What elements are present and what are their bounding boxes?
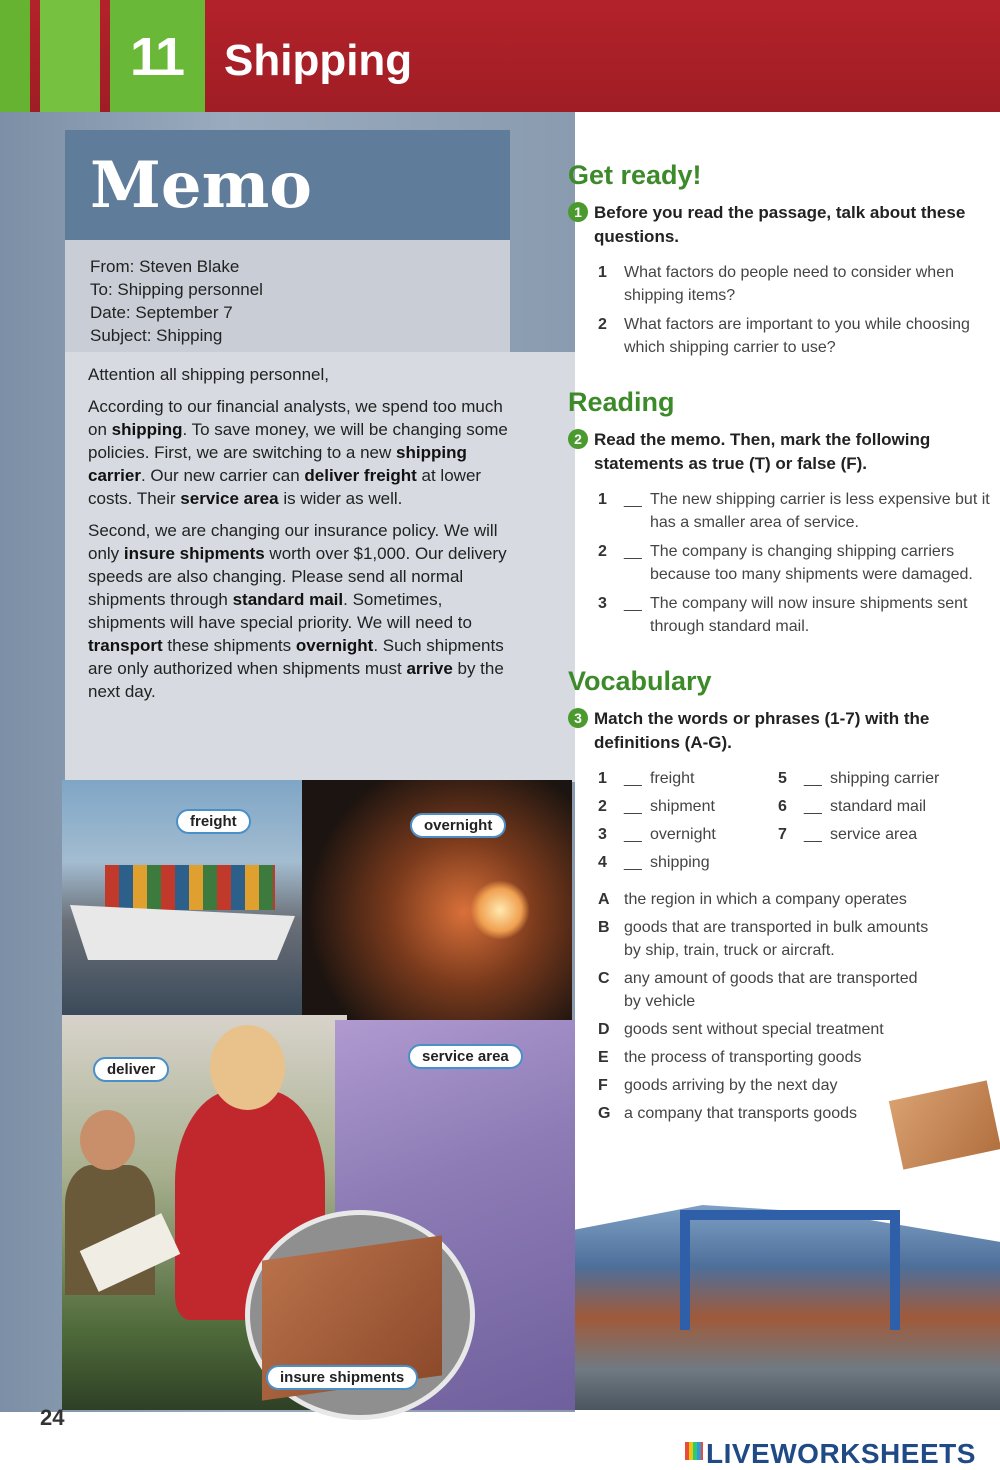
word-item <box>598 851 778 874</box>
word-item <box>778 767 978 790</box>
instruction-text: Match the words or phrases (1-7) with the definitions (A-G). <box>594 709 930 752</box>
statement-item <box>598 592 998 638</box>
definition-text: a company that transports goods <box>624 1105 858 1122</box>
statement-item <box>598 540 998 586</box>
vocabulary-term: standard mail <box>232 590 344 609</box>
definition-item <box>598 1018 938 1041</box>
statement-item <box>598 488 998 534</box>
definition-item <box>598 967 938 1013</box>
vocabulary-term: arrive <box>406 659 453 678</box>
word-number: 6 <box>778 798 787 815</box>
instruction-text: Read the memo. Then, mark the following statements as true (T) or false (F). <box>594 430 931 473</box>
vocabulary-words <box>598 767 998 874</box>
truck-headlight <box>470 880 530 940</box>
exercise-number-2: 2 <box>568 429 588 449</box>
definition-text: goods sent without special treatment <box>624 1021 884 1038</box>
answer-blank[interactable]: __ <box>624 491 642 508</box>
label-freight: freight <box>176 809 251 834</box>
answer-blank[interactable]: __ <box>624 595 642 612</box>
word-number: 5 <box>778 770 787 787</box>
answer-blank[interactable]: __ <box>624 798 642 815</box>
memo-text-run: by the next day. <box>88 659 504 701</box>
definition-item <box>598 1102 938 1125</box>
word-item <box>778 823 978 846</box>
label-insure-shipments: insure shipments <box>266 1365 418 1390</box>
answer-blank[interactable]: __ <box>804 770 822 787</box>
memo-text <box>88 363 508 712</box>
exercises-column <box>568 160 998 1125</box>
answer-blank[interactable]: __ <box>624 543 642 560</box>
word-item <box>598 795 778 818</box>
word-item <box>598 767 778 790</box>
statement-text: The company is changing shipping carriers because too many shipments were damaged. <box>650 543 973 583</box>
definition-item <box>598 1046 938 1069</box>
memo-text-run: . To save money, we will be changing some policies. First, we are switching to a new <box>88 420 508 462</box>
memo-meta <box>90 255 263 347</box>
word-number: 4 <box>598 854 607 871</box>
customer-head <box>210 1025 285 1110</box>
word-text: standard mail <box>830 798 927 815</box>
answer-blank[interactable]: __ <box>624 826 642 843</box>
memo-paragraph-2 <box>88 519 508 703</box>
word-text: service area <box>830 826 918 843</box>
memo-text-run: . Such shipments are only authorized when shipments must <box>88 636 504 678</box>
statement-text: The company will now insure shipments sent through standard mail. <box>650 595 968 635</box>
definition-text: goods that are transported in bulk amounts by ship, train, truck or aircraft. <box>624 919 929 959</box>
exercise-number-1: 1 <box>568 202 588 222</box>
definition-item <box>598 916 938 962</box>
answer-blank[interactable]: __ <box>804 798 822 815</box>
reading-statements <box>598 488 998 638</box>
vocabulary-term: transport <box>88 636 163 655</box>
word-text: freight <box>650 770 695 787</box>
memo-text-run: Second, we are changing our insurance policy. We will only <box>88 521 498 563</box>
memo-text-run: at lower costs. Their <box>88 466 482 508</box>
question-text: What factors do people need to consider when shipping items? <box>624 264 954 304</box>
instruction-text: Before you read the passage, talk about these questions. <box>594 203 966 246</box>
page-number: 24 <box>40 1405 65 1430</box>
question-number: 1 <box>598 264 607 281</box>
liveworksheets-brand: LIVEWORKSHEETS <box>706 1438 976 1469</box>
definition-letter: G <box>598 1105 611 1122</box>
words-column-left <box>598 767 778 874</box>
memo-text-run: . Our new carrier can <box>140 466 305 485</box>
label-service-area: service area <box>408 1044 523 1069</box>
memo-text-run: these shipments <box>162 636 296 655</box>
unit-title: Shipping <box>224 36 413 85</box>
definition-text: the region in which a company operates <box>624 891 907 908</box>
definition-text: any amount of goods that are transported by vehicle <box>624 970 918 1010</box>
word-number: 2 <box>598 798 607 815</box>
definition-letter: E <box>598 1049 609 1066</box>
statement-number: 1 <box>598 491 607 508</box>
memo-text-run: According to our financial analysts, we spend too much on <box>88 397 503 439</box>
get-ready-questions <box>598 261 998 359</box>
question-text: What factors are important to you while choosing which shipping carrier to use? <box>624 316 970 356</box>
definition-letter: A <box>598 891 610 908</box>
words-column-right <box>778 767 978 874</box>
word-text: overnight <box>650 826 716 843</box>
memo-date: Date: September 7 <box>90 303 233 322</box>
vocabulary-term: overnight <box>295 636 374 655</box>
label-deliver: deliver <box>93 1057 169 1082</box>
memo-title: Memo <box>90 148 312 223</box>
word-item <box>778 795 978 818</box>
vocabulary-heading: Vocabulary <box>568 666 712 696</box>
definition-item <box>598 888 938 911</box>
word-text: shipment <box>650 798 715 815</box>
memo-text-run: . Sometimes, shipments will have special priority. We will need to <box>88 590 472 632</box>
vocabulary-term: shipping <box>111 420 183 439</box>
courier-head <box>80 1110 135 1170</box>
question-item <box>598 313 998 359</box>
definition-letter: F <box>598 1077 608 1094</box>
exercise-number-3: 3 <box>568 708 588 728</box>
liveworksheets-logo-icon <box>685 1442 703 1460</box>
definition-letter: D <box>598 1021 610 1038</box>
word-number: 1 <box>598 770 607 787</box>
statement-number: 2 <box>598 543 607 560</box>
memo-paragraph-1 <box>88 395 508 510</box>
memo-to: To: Shipping personnel <box>90 280 263 299</box>
statement-number: 3 <box>598 595 607 612</box>
memo-text-run: is wider as well. <box>278 489 403 508</box>
reading-heading: Reading <box>568 387 675 417</box>
reading-instruction <box>568 428 998 476</box>
answer-blank[interactable]: __ <box>624 854 642 871</box>
question-number: 2 <box>598 316 607 333</box>
definition-letter: C <box>598 970 610 987</box>
container-stack <box>105 865 275 910</box>
definition-letter: B <box>598 919 610 936</box>
vocabulary-term: insure shipments <box>123 544 265 563</box>
memo-from: From: Steven Blake <box>90 257 240 276</box>
label-overnight: overnight <box>410 813 506 838</box>
word-item <box>598 823 778 846</box>
memo-greeting: Attention all shipping personnel, <box>88 365 329 384</box>
word-text: shipping <box>650 854 710 871</box>
vocabulary-term: shipping carrier <box>88 443 467 485</box>
definitions-list <box>598 888 938 1125</box>
gantry-crane <box>680 1210 900 1330</box>
word-number: 7 <box>778 826 787 843</box>
question-item <box>598 261 998 307</box>
statement-text: The new shipping carrier is less expensive but it has a smaller area of service. <box>650 491 990 531</box>
get-ready-heading: Get ready! <box>568 160 702 190</box>
unit-number: 11 <box>130 27 184 87</box>
vocabulary-term: deliver freight <box>304 466 417 485</box>
answer-blank[interactable]: __ <box>624 770 642 787</box>
memo-text-run: worth over $1,000. Our delivery speeds are also changing. Please send all normal shipments through <box>88 544 507 609</box>
vocabulary-instruction <box>568 707 998 755</box>
word-number: 3 <box>598 826 607 843</box>
word-text: shipping carrier <box>830 770 940 787</box>
memo-subject: Subject: Shipping <box>90 326 223 345</box>
definition-text: goods arriving by the next day <box>624 1077 838 1094</box>
definition-text: the process of transporting goods <box>624 1049 862 1066</box>
definition-item <box>598 1074 938 1097</box>
vocabulary-term: service area <box>180 489 279 508</box>
get-ready-instruction <box>568 201 998 249</box>
answer-blank[interactable]: __ <box>804 826 822 843</box>
